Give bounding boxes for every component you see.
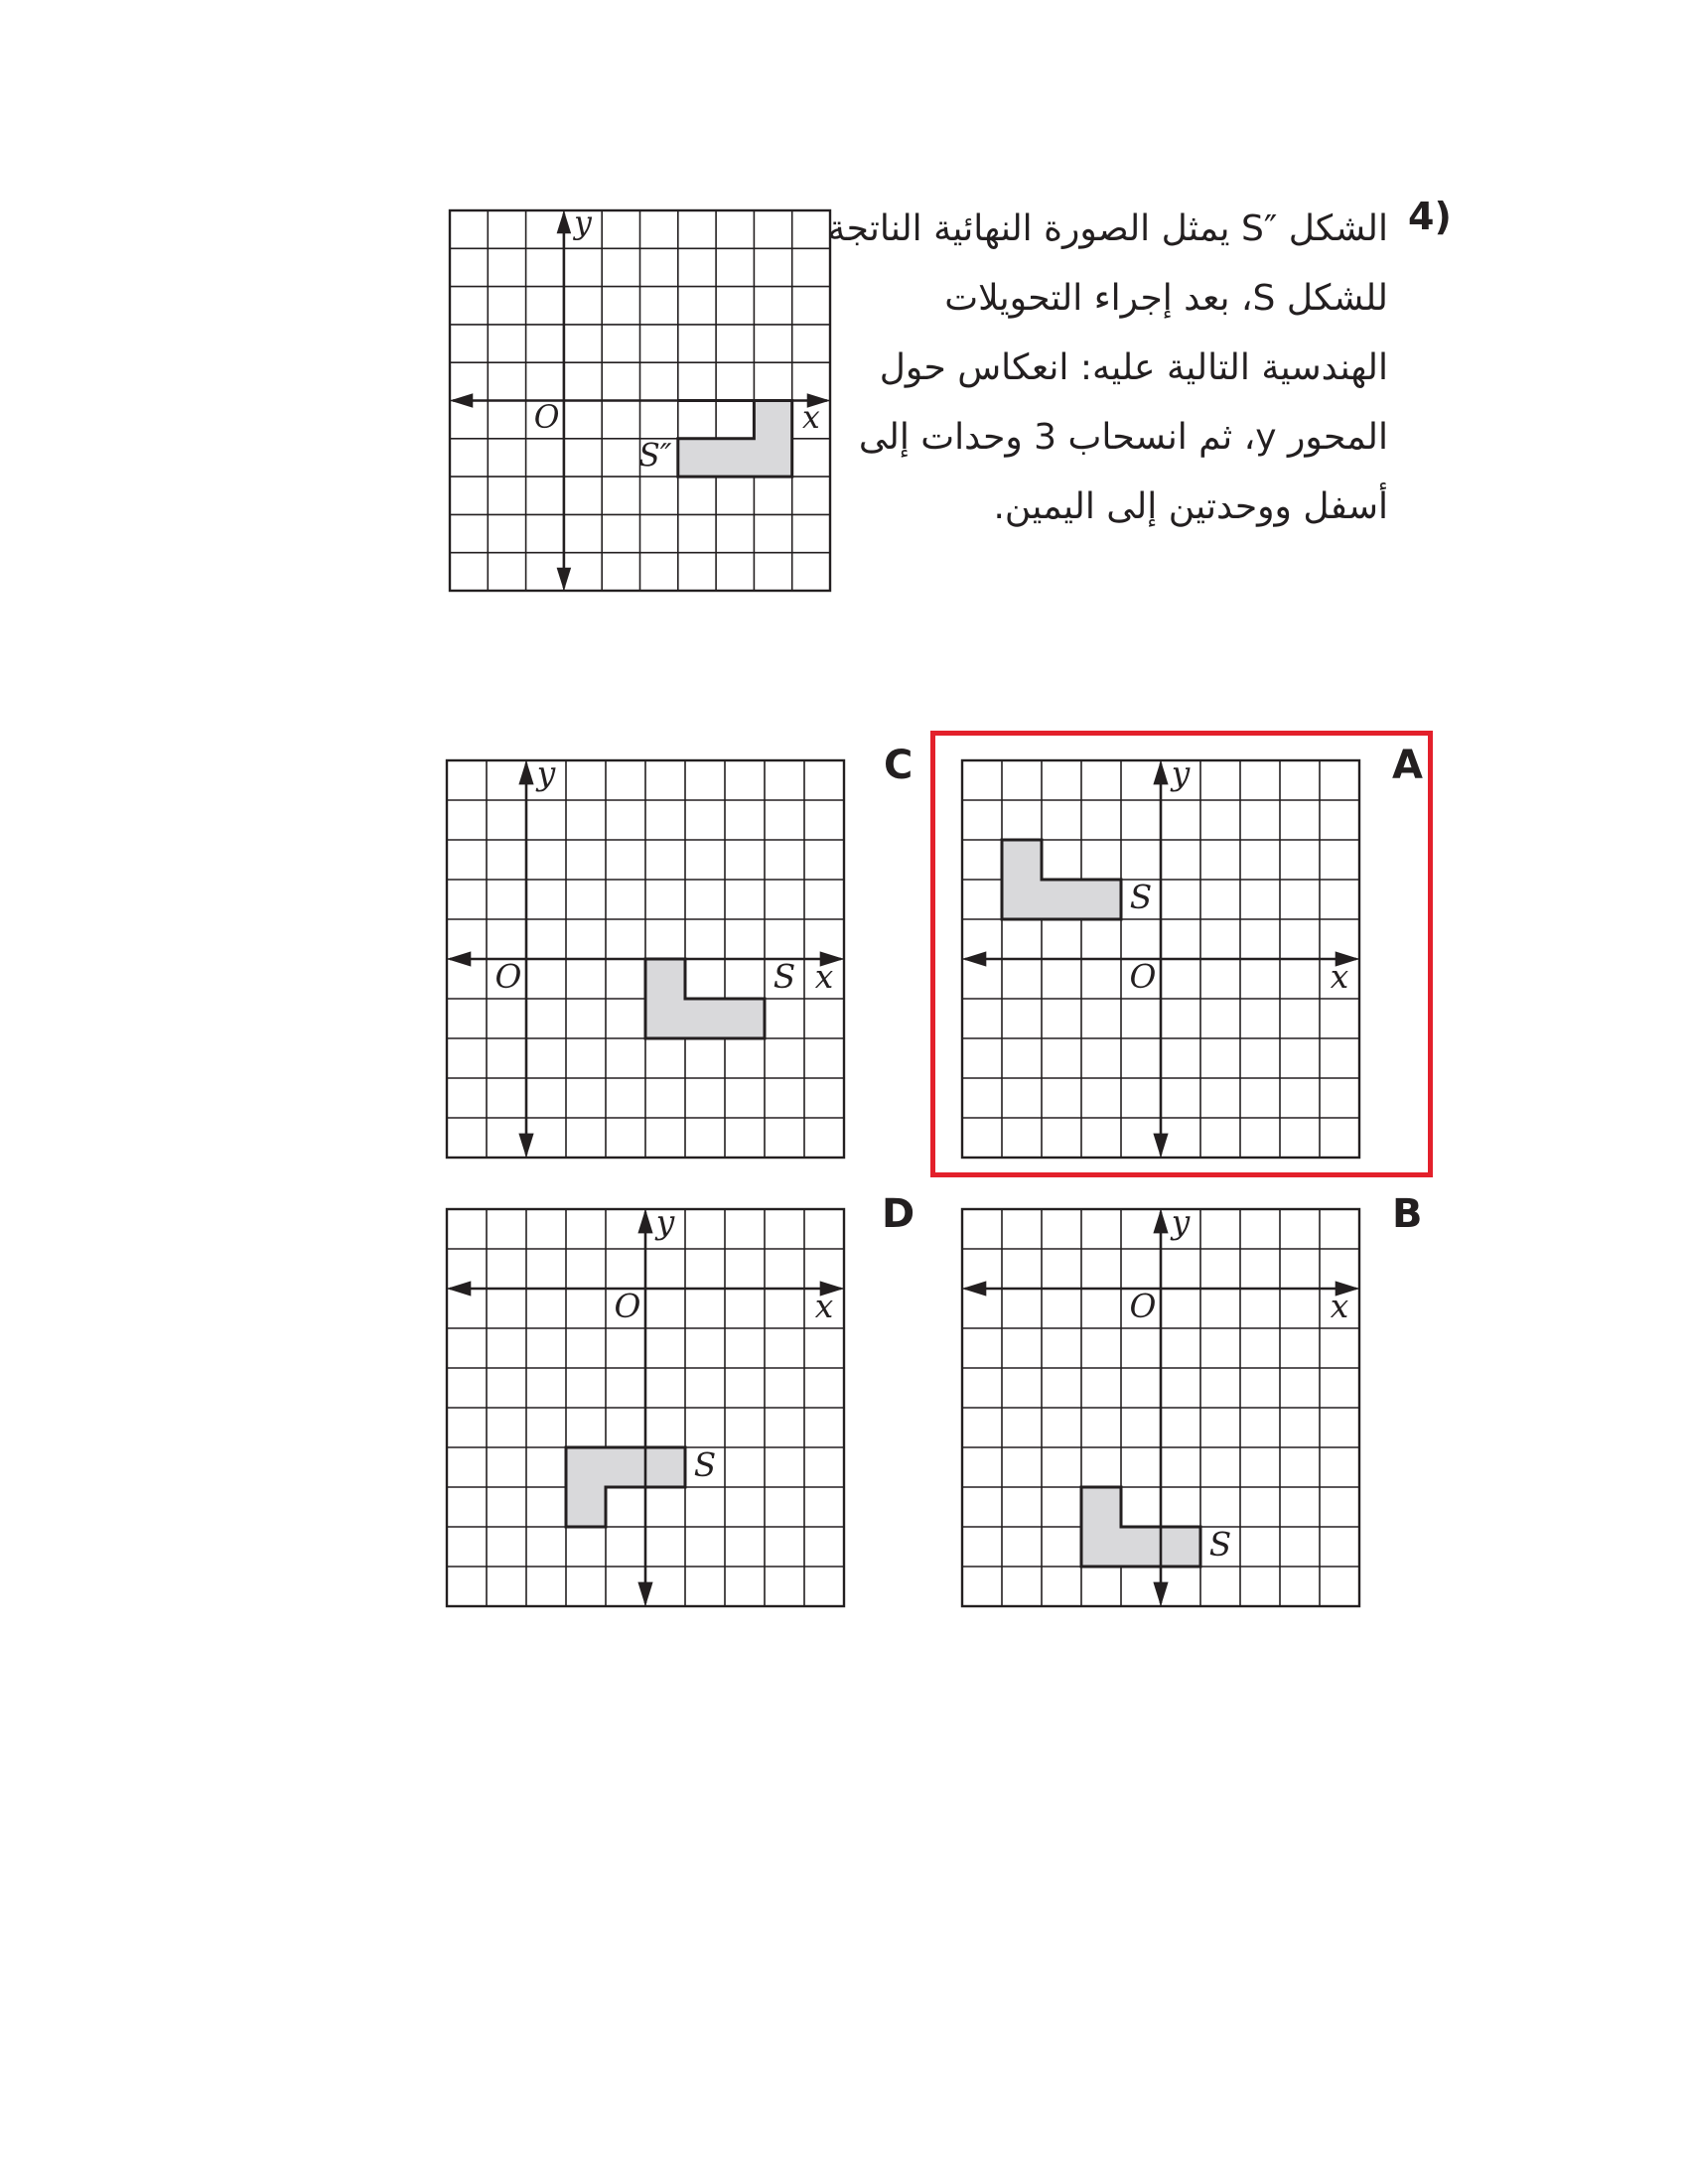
y-arrow-down-icon [1153,1134,1168,1158]
origin-label: O [1129,958,1157,996]
shape-label: S [1129,879,1153,916]
shape-1 [1002,840,1121,919]
y-arrow-up-icon [1153,1209,1168,1233]
y-axis-label: y [1171,754,1191,793]
y-arrow-down-icon [557,568,572,591]
question-line: المحور y، ثم انسحاب 3 وحدات إلى [858,417,1388,458]
choice-d-graph[interactable] [447,1203,844,1606]
x-arrow-left-icon [450,393,473,408]
choice-a-label[interactable]: A [1392,743,1423,788]
choice-a-graph[interactable] [962,754,1359,1158]
shape-4 [566,1447,685,1527]
origin-label: O [1129,1288,1157,1325]
y-axis-label: y [574,205,592,242]
choice-c-graph[interactable] [447,754,844,1158]
x-axis-label: x [1330,1288,1349,1325]
shape-label: S [773,958,796,996]
y-arrow-down-icon [518,1134,533,1158]
question-line: أسفل ووحدتين إلى اليمين. [993,486,1388,527]
y-axis-label: y [1171,1203,1191,1242]
shape-label: S [693,1446,717,1484]
y-arrow-up-icon [1153,760,1168,784]
x-axis-label: x [1330,958,1349,996]
shape-label: S [1208,1526,1232,1564]
question-line: الشكل ″S يمثل الصورة النهائية الناتجة [827,208,1388,249]
choice-b-graph[interactable] [962,1203,1359,1606]
origin-label: O [614,1288,641,1325]
x-axis-label: x [814,1288,834,1325]
y-arrow-down-icon [637,1582,652,1606]
question-text [827,195,1388,542]
y-arrow-up-icon [637,1209,652,1233]
question-line: الهندسية التالية عليه: انعكاس حول [879,347,1388,388]
shape-2 [1081,1487,1200,1567]
shape-3 [645,959,765,1038]
question-number: 4) [1408,195,1452,238]
origin-label: O [533,400,560,437]
x-axis-label: x [814,958,834,996]
x-arrow-left-icon [962,951,986,966]
choice-c-label[interactable]: C [884,743,914,788]
shape-0 [678,401,792,478]
x-arrow-left-icon [962,1281,986,1296]
x-axis-label: x [801,400,820,437]
y-axis-label: y [655,1203,675,1242]
y-arrow-up-icon [557,210,572,233]
question-graph [450,205,830,591]
x-arrow-left-icon [447,1281,471,1296]
y-arrow-down-icon [1153,1582,1168,1606]
shape-label: S″ [638,438,672,475]
question-line: للشكل S، بعد إجراء التحويلات [944,278,1388,319]
y-arrow-up-icon [518,760,533,784]
y-axis-label: y [536,754,556,793]
choice-d-label[interactable]: D [882,1191,915,1237]
origin-label: O [494,958,522,996]
choice-b-label[interactable]: B [1392,1191,1423,1237]
x-arrow-left-icon [447,951,471,966]
